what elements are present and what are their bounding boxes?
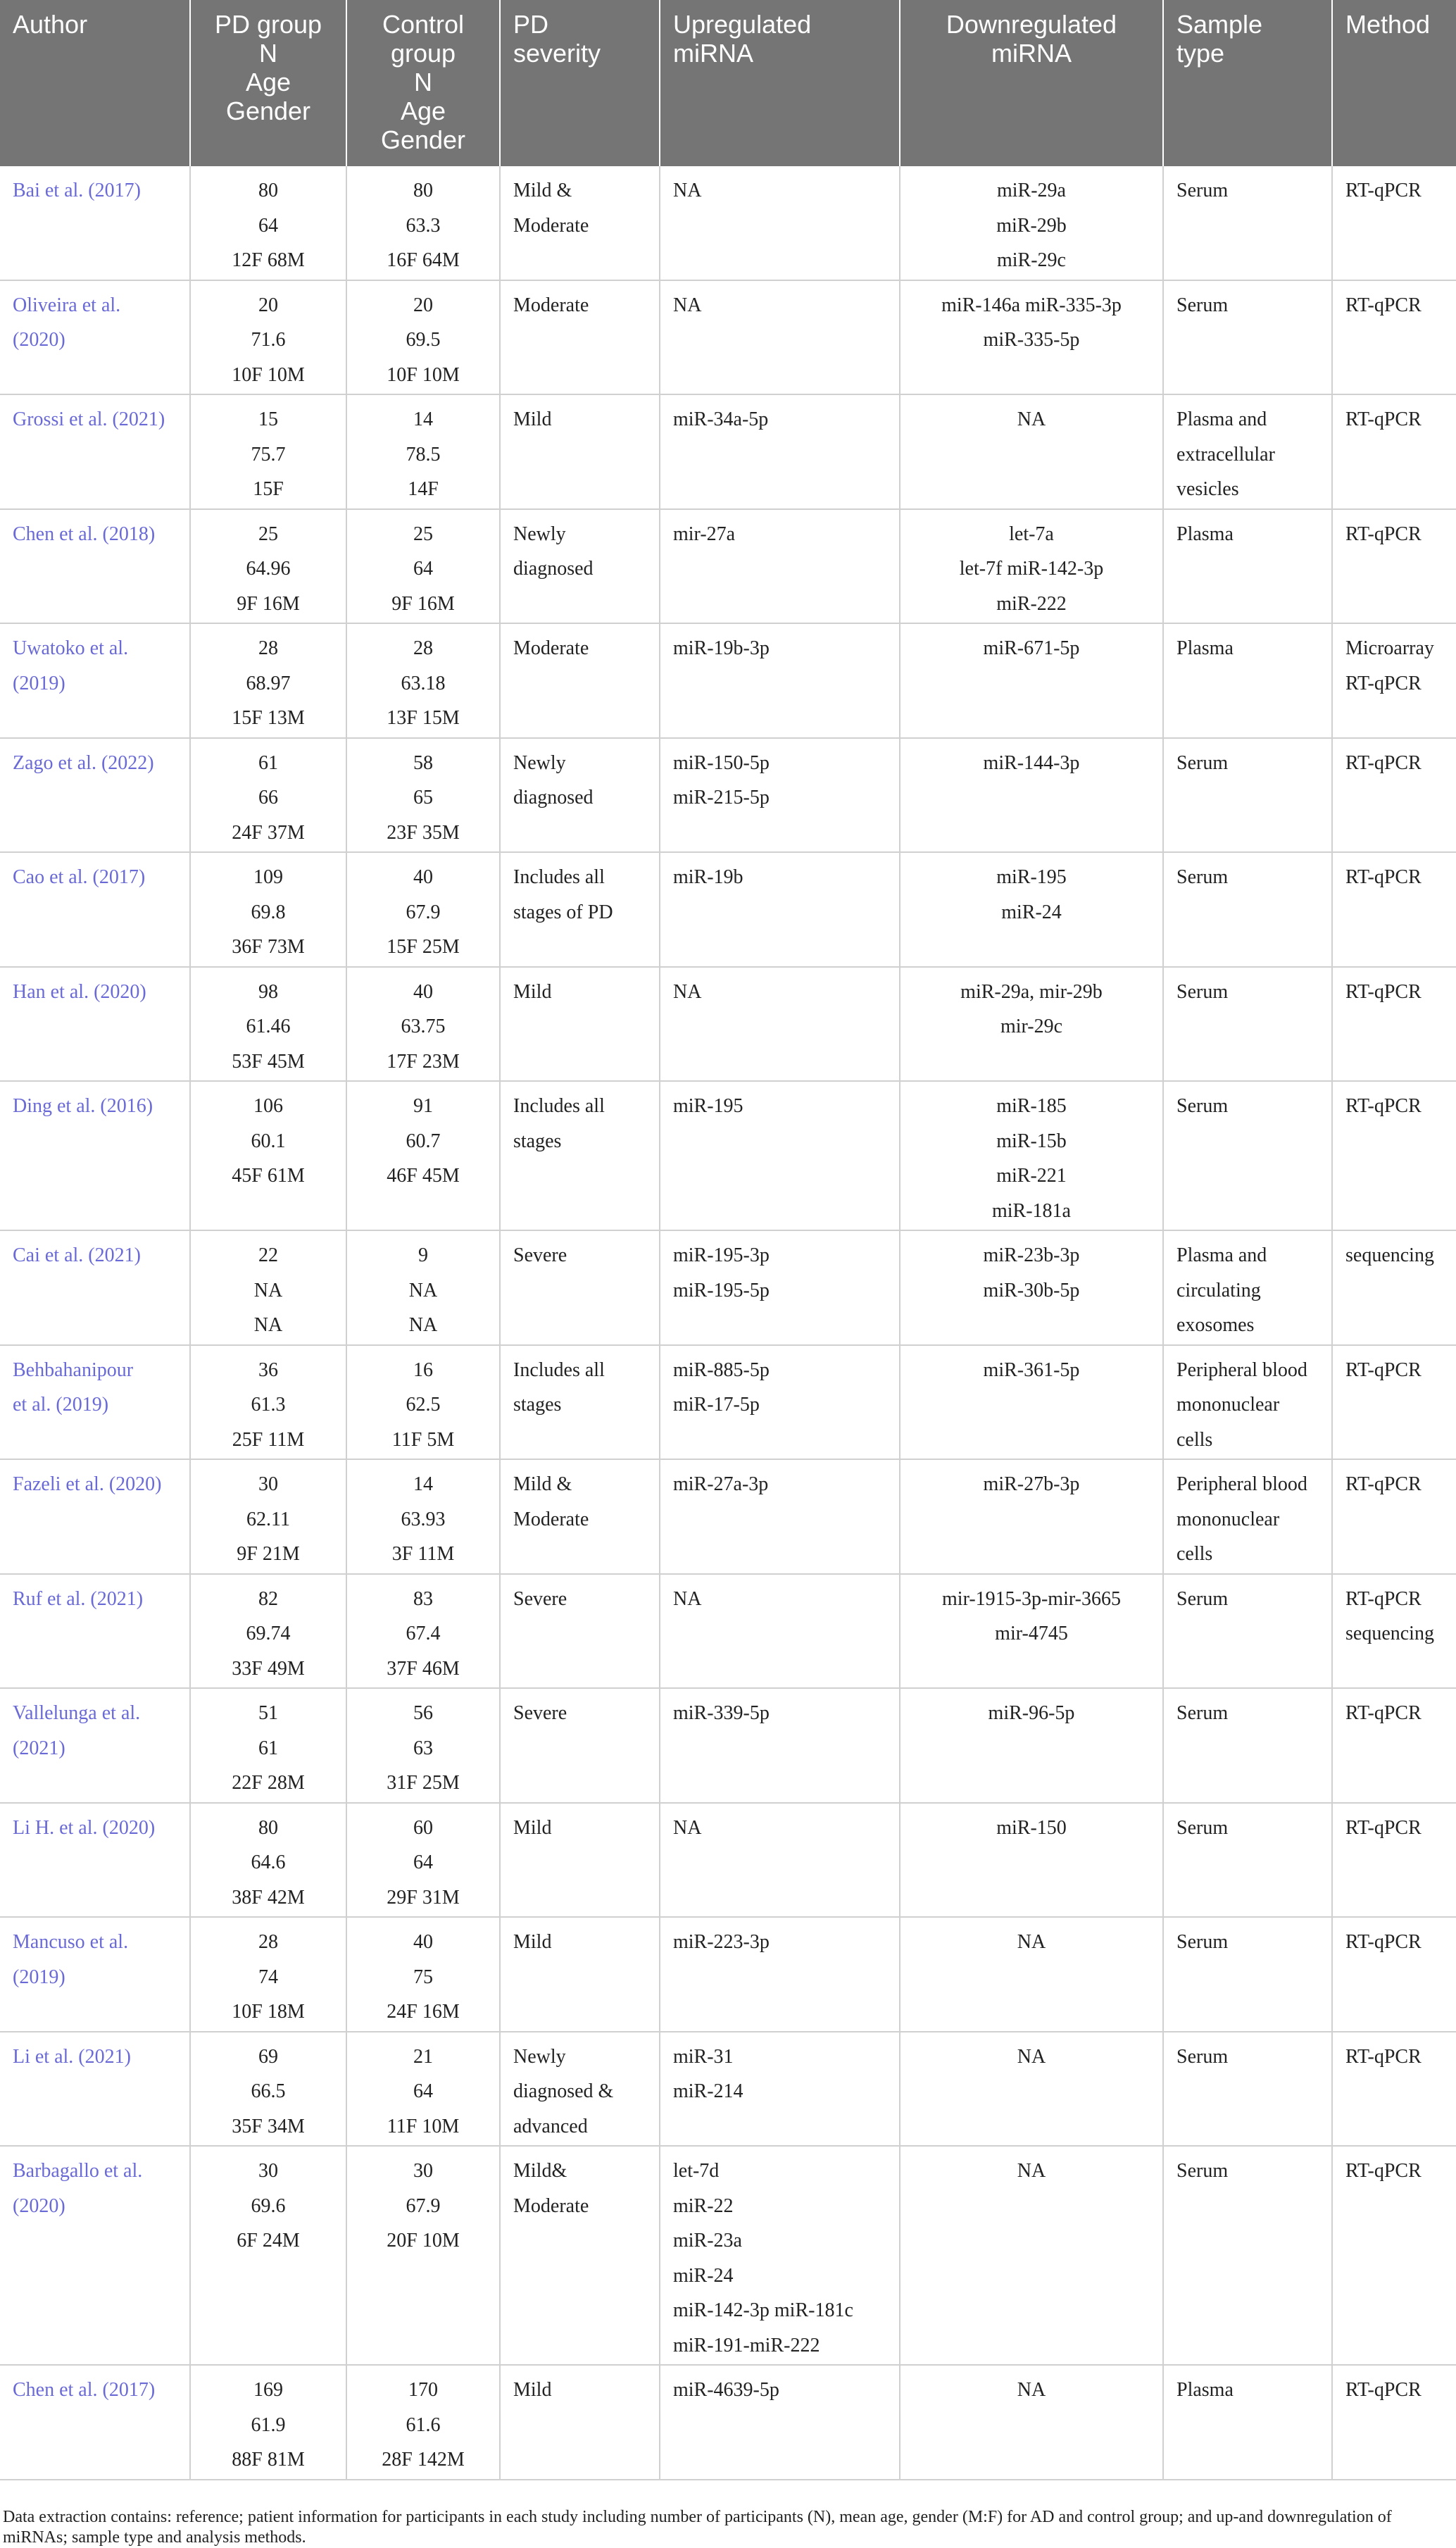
upregulated-cell: miR-19b-3p — [660, 623, 900, 738]
pd-severity-cell: Severe — [500, 1688, 660, 1803]
downregulated-cell: miR-195 miR-24 — [900, 852, 1163, 967]
downregulated-cell: NA — [900, 2365, 1163, 2480]
pd-group-cell: 20 71.6 10F 10M — [190, 280, 346, 395]
pd-group-cell: 69 66.5 35F 34M — [190, 2032, 346, 2147]
header-author: Author — [0, 0, 190, 166]
table-footnote: Data extraction contains: reference; patient information for participants in each study including number of participants (N), mean age, gender (M:F) for AD and control group; and up-and downregulation of miRNAs; sample type and analysis methods. — [3, 2508, 1392, 2547]
pd-severity-cell: Newly diagnosed — [500, 509, 660, 624]
control-group-cell: 16 62.5 11F 5M — [346, 1345, 500, 1460]
header-control-group: Control group N Age Gender — [346, 0, 500, 166]
pd-group-cell: 80 64.6 38F 42M — [190, 1803, 346, 1918]
header-upregulated: Upregulated miRNA — [660, 0, 900, 166]
sample-type-cell: Serum — [1163, 2146, 1332, 2365]
upregulated-cell: miR-19b — [660, 852, 900, 967]
pd-severity-cell: Mild& Moderate — [500, 2146, 660, 2365]
method-cell: RT-qPCR — [1332, 280, 1456, 395]
sample-type-cell: Plasma — [1163, 2365, 1332, 2480]
method-cell: RT-qPCR — [1332, 1688, 1456, 1803]
table-row — [0, 623, 1456, 738]
sample-type-cell: Peripheral blood mononuclear cells — [1163, 1345, 1332, 1460]
downregulated-cell: NA — [900, 2032, 1163, 2147]
control-group-cell: 25 64 9F 16M — [346, 509, 500, 624]
upregulated-cell: let-7d miR-22 miR-23a miR-24 miR-142-3p miR-181c miR-191-miR-222 — [660, 2146, 900, 2365]
upregulated-cell: miR-885-5p miR-17-5p — [660, 1345, 900, 1460]
pd-severity-cell: Moderate — [500, 280, 660, 395]
table-row — [0, 280, 1456, 395]
table-row — [0, 1230, 1456, 1345]
author-link[interactable]: Barbagallo et al. (2020) — [0, 2146, 190, 2365]
downregulated-cell: miR-146a miR-335-3p miR-335-5p — [900, 280, 1163, 395]
pd-severity-cell: Includes all stages of PD — [500, 852, 660, 967]
method-cell: RT-qPCR — [1332, 1459, 1456, 1574]
upregulated-cell: mir-27a — [660, 509, 900, 624]
method-cell: RT-qPCR — [1332, 967, 1456, 1082]
upregulated-cell: miR-31 miR-214 — [660, 2032, 900, 2147]
pd-severity-cell: Newly diagnosed — [500, 738, 660, 853]
downregulated-cell: NA — [900, 394, 1163, 509]
method-cell: RT-qPCR — [1332, 738, 1456, 853]
author-link[interactable]: Behbahanipour et al. (2019) — [0, 1345, 190, 1460]
method-cell: RT-qPCR — [1332, 1803, 1456, 1918]
sample-type-cell: Serum — [1163, 1688, 1332, 1803]
pd-group-cell: 82 69.74 33F 49M — [190, 1574, 346, 1689]
table-row — [0, 1081, 1456, 1230]
table-row — [0, 1345, 1456, 1460]
table-row — [0, 394, 1456, 509]
sample-type-cell: Serum — [1163, 738, 1332, 853]
method-cell: RT-qPCR sequencing — [1332, 1574, 1456, 1689]
author-link[interactable]: Uwatoko et al. (2019) — [0, 623, 190, 738]
pd-severity-cell: Mild — [500, 967, 660, 1082]
upregulated-cell: miR-195-3p miR-195-5p — [660, 1230, 900, 1345]
table-row — [0, 1459, 1456, 1574]
table-row — [0, 1574, 1456, 1689]
header-method: Method — [1332, 0, 1456, 166]
header-pd-group: PD group N Age Gender — [190, 0, 346, 166]
table-row — [0, 2365, 1456, 2480]
header-downregulated: Downregulated miRNA — [900, 0, 1163, 166]
downregulated-cell: miR-671-5p — [900, 623, 1163, 738]
pd-severity-cell: Mild — [500, 2365, 660, 2480]
author-link[interactable]: Ding et al. (2016) — [0, 1081, 190, 1230]
pd-severity-cell: Includes all stages — [500, 1081, 660, 1230]
upregulated-cell: miR-195 — [660, 1081, 900, 1230]
method-cell: RT-qPCR — [1332, 852, 1456, 967]
upregulated-cell: NA — [660, 1574, 900, 1689]
pd-group-cell: 98 61.46 53F 45M — [190, 967, 346, 1082]
sample-type-cell: Plasma and circulating exosomes — [1163, 1230, 1332, 1345]
pd-group-cell: 28 68.97 15F 13M — [190, 623, 346, 738]
control-group-cell: 21 64 11F 10M — [346, 2032, 500, 2147]
sample-type-cell: Serum — [1163, 1081, 1332, 1230]
pd-group-cell: 36 61.3 25F 11M — [190, 1345, 346, 1460]
header-row — [0, 0, 1456, 166]
control-group-cell: 56 63 31F 25M — [346, 1688, 500, 1803]
method-cell: RT-qPCR — [1332, 166, 1456, 280]
sample-type-cell: Serum — [1163, 1803, 1332, 1918]
upregulated-cell: miR-339-5p — [660, 1688, 900, 1803]
sample-type-cell: Peripheral blood mononuclear cells — [1163, 1459, 1332, 1574]
pd-severity-cell: Newly diagnosed & advanced — [500, 2032, 660, 2147]
author-link[interactable]: Han et al. (2020) — [0, 967, 190, 1082]
downregulated-cell: miR-29a, mir-29b mir-29c — [900, 967, 1163, 1082]
control-group-cell: 60 64 29F 31M — [346, 1803, 500, 1918]
pd-severity-cell: Severe — [500, 1574, 660, 1689]
pd-group-cell: 169 61.9 88F 81M — [190, 2365, 346, 2480]
sample-type-cell: Serum — [1163, 166, 1332, 280]
pd-severity-cell: Mild & Moderate — [500, 166, 660, 280]
control-group-cell: 30 67.9 20F 10M — [346, 2146, 500, 2365]
pd-group-cell: 106 60.1 45F 61M — [190, 1081, 346, 1230]
control-group-cell: 58 65 23F 35M — [346, 738, 500, 853]
downregulated-cell: mir-1915-3p-mir-3665 mir-4745 — [900, 1574, 1163, 1689]
pd-severity-cell: Mild — [500, 1803, 660, 1918]
pd-severity-cell: Severe — [500, 1230, 660, 1345]
pd-severity-cell: Mild — [500, 394, 660, 509]
downregulated-cell: NA — [900, 2146, 1163, 2365]
control-group-cell: 91 60.7 46F 45M — [346, 1081, 500, 1230]
pd-severity-cell: Moderate — [500, 623, 660, 738]
pd-group-cell: 28 74 10F 18M — [190, 1917, 346, 2032]
author-link[interactable]: Fazeli et al. (2020) — [0, 1459, 190, 1574]
table-row — [0, 738, 1456, 853]
method-cell: RT-qPCR — [1332, 1081, 1456, 1230]
pd-group-cell: 22 NA NA — [190, 1230, 346, 1345]
author-link[interactable]: Bai et al. (2017) — [0, 166, 190, 280]
control-group-cell: 14 63.93 3F 11M — [346, 1459, 500, 1574]
upregulated-cell: NA — [660, 967, 900, 1082]
pd-group-cell: 30 69.6 6F 24M — [190, 2146, 346, 2365]
author-link[interactable]: Ruf et al. (2021) — [0, 1574, 190, 1689]
downregulated-cell: miR-144-3p — [900, 738, 1163, 853]
control-group-cell: 170 61.6 28F 142M — [346, 2365, 500, 2480]
upregulated-cell: miR-27a-3p — [660, 1459, 900, 1574]
author-link[interactable]: Li et al. (2021) — [0, 2032, 190, 2147]
control-group-cell: 80 63.3 16F 64M — [346, 166, 500, 280]
table-row — [0, 166, 1456, 280]
downregulated-cell: let-7a let-7f miR-142-3p miR-222 — [900, 509, 1163, 624]
pd-severity-cell: Includes all stages — [500, 1345, 660, 1460]
author-link[interactable]: Li H. et al. (2020) — [0, 1803, 190, 1918]
author-link[interactable]: Oliveira et al. (2020) — [0, 280, 190, 395]
table-row — [0, 1917, 1456, 2032]
control-group-cell: 9 NA NA — [346, 1230, 500, 1345]
upregulated-cell: miR-34a-5p — [660, 394, 900, 509]
header-sample-type: Sample type — [1163, 0, 1332, 166]
table-row — [0, 2032, 1456, 2147]
pd-severity-cell: Mild & Moderate — [500, 1459, 660, 1574]
downregulated-cell: miR-29a miR-29b miR-29c — [900, 166, 1163, 280]
downregulated-cell: miR-150 — [900, 1803, 1163, 1918]
control-group-cell: 14 78.5 14F — [346, 394, 500, 509]
pd-group-cell: 80 64 12F 68M — [190, 166, 346, 280]
table-row — [0, 967, 1456, 1082]
sample-type-cell: Serum — [1163, 1917, 1332, 2032]
method-cell: RT-qPCR — [1332, 1345, 1456, 1460]
sample-type-cell: Plasma — [1163, 509, 1332, 624]
sample-type-cell: Serum — [1163, 1574, 1332, 1689]
table-row — [0, 1688, 1456, 1803]
control-group-cell: 40 63.75 17F 23M — [346, 967, 500, 1082]
pd-group-cell: 109 69.8 36F 73M — [190, 852, 346, 967]
sample-type-cell: Serum — [1163, 2032, 1332, 2147]
pd-group-cell: 30 62.11 9F 21M — [190, 1459, 346, 1574]
sample-type-cell: Plasma — [1163, 623, 1332, 738]
method-cell: RT-qPCR — [1332, 2365, 1456, 2480]
control-group-cell: 28 63.18 13F 15M — [346, 623, 500, 738]
table-row — [0, 1803, 1456, 1918]
table-row — [0, 852, 1456, 967]
sample-type-cell: Plasma and extracellular vesicles — [1163, 394, 1332, 509]
author-link[interactable]: Chen et al. (2018) — [0, 509, 190, 624]
pd-severity-cell: Mild — [500, 1917, 660, 2032]
sample-type-cell: Serum — [1163, 967, 1332, 1082]
author-link[interactable]: Zago et al. (2022) — [0, 738, 190, 853]
table-body — [0, 166, 1456, 2480]
upregulated-cell: miR-150-5p miR-215-5p — [660, 738, 900, 853]
table-row — [0, 509, 1456, 624]
downregulated-cell: miR-23b-3p miR-30b-5p — [900, 1230, 1163, 1345]
control-group-cell: 20 69.5 10F 10M — [346, 280, 500, 395]
pd-group-cell: 25 64.96 9F 16M — [190, 509, 346, 624]
author-link[interactable]: Cai et al. (2021) — [0, 1230, 190, 1345]
upregulated-cell: miR-4639-5p — [660, 2365, 900, 2480]
method-cell: sequencing — [1332, 1230, 1456, 1345]
upregulated-cell: NA — [660, 280, 900, 395]
downregulated-cell: NA — [900, 1917, 1163, 2032]
author-link[interactable]: Cao et al. (2017) — [0, 852, 190, 967]
upregulated-cell: miR-223-3p — [660, 1917, 900, 2032]
author-link[interactable]: Chen et al. (2017) — [0, 2365, 190, 2480]
pd-group-cell: 15 75.7 15F — [190, 394, 346, 509]
method-cell: RT-qPCR — [1332, 394, 1456, 509]
control-group-cell: 40 75 24F 16M — [346, 1917, 500, 2032]
control-group-cell: 83 67.4 37F 46M — [346, 1574, 500, 1689]
upregulated-cell: NA — [660, 166, 900, 280]
header-pd-severity: PD severity — [500, 0, 660, 166]
downregulated-cell: miR-27b-3p — [900, 1459, 1163, 1574]
control-group-cell: 40 67.9 15F 25M — [346, 852, 500, 967]
method-cell: RT-qPCR — [1332, 2032, 1456, 2147]
downregulated-cell: miR-361-5p — [900, 1345, 1163, 1460]
method-cell: RT-qPCR — [1332, 2146, 1456, 2365]
author-link[interactable]: Grossi et al. (2021) — [0, 394, 190, 509]
pd-group-cell: 61 66 24F 37M — [190, 738, 346, 853]
downregulated-cell: miR-185 miR-15b miR-221 miR-181a — [900, 1081, 1163, 1230]
upregulated-cell: NA — [660, 1803, 900, 1918]
method-cell: RT-qPCR — [1332, 1917, 1456, 2032]
method-cell: RT-qPCR — [1332, 509, 1456, 624]
downregulated-cell: miR-96-5p — [900, 1688, 1163, 1803]
sample-type-cell: Serum — [1163, 852, 1332, 967]
sample-type-cell: Serum — [1163, 280, 1332, 395]
method-cell: Microarray RT-qPCR — [1332, 623, 1456, 738]
author-link[interactable]: Vallelunga et al. (2021) — [0, 1688, 190, 1803]
pd-group-cell: 51 61 22F 28M — [190, 1688, 346, 1803]
author-link[interactable]: Mancuso et al. (2019) — [0, 1917, 190, 2032]
table-row — [0, 2146, 1456, 2365]
